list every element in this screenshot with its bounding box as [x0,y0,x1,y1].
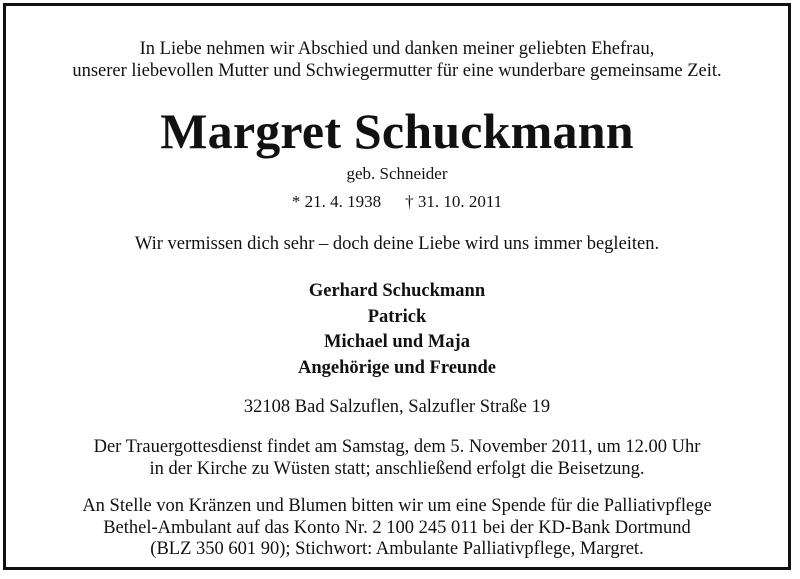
deceased-name: Margret Schuckmann [160,103,634,159]
donation-line: Bethel-Ambulant auf das Konto Nr. 2 100 245 011 bei der KD-Bank Dortmund [103,517,691,538]
mourner-name: Michael und Maja [324,332,470,352]
mourners-list [6,279,788,381]
intro-line: In Liebe nehmen wir Abschied und danken meiner geliebten Ehefrau, [139,39,655,59]
farewell-text: Wir vermissen dich sehr – doch deine Liebe wird uns immer begleiten. [134,234,660,254]
obituary-frame [3,3,791,570]
service-info [6,436,788,480]
death-date: † 31. 10. 2011 [405,192,503,211]
donation-line: An Stelle von Kränzen und Blumen bitten wir um eine Spende für die Palliativpflege [82,496,712,516]
obituary-content [6,6,788,567]
intro-text [6,38,788,82]
mourner-name: Patrick [367,306,427,327]
birth-date: * 21. 4. 1938 [291,192,382,211]
intro-line: unserer liebevollen Mutter und Schwiegermutter für eine wunderbare gemeinsame Zeit. [72,61,722,81]
family-address: 32108 Bad Salzuflen, Salzufler Straße 19 [243,397,551,417]
donation-line: (BLZ 350 601 90); Stichwort: Ambulante Palliativpflege, Margret. [150,539,644,559]
maiden-name: geb. Schneider [346,164,448,183]
mourner-name: Gerhard Schuckmann [308,281,486,301]
donation-info [6,496,788,561]
mourner-name: Angehörige und Freunde [297,357,497,378]
life-dates [6,191,788,213]
service-line: Der Trauergottesdienst findet am Samstag, dem 5. November 2011, um 12.00 Uhr [93,437,701,457]
service-line: in der Kirche zu Wüsten statt; anschließend erfolgt die Beisetzung. [149,459,645,479]
